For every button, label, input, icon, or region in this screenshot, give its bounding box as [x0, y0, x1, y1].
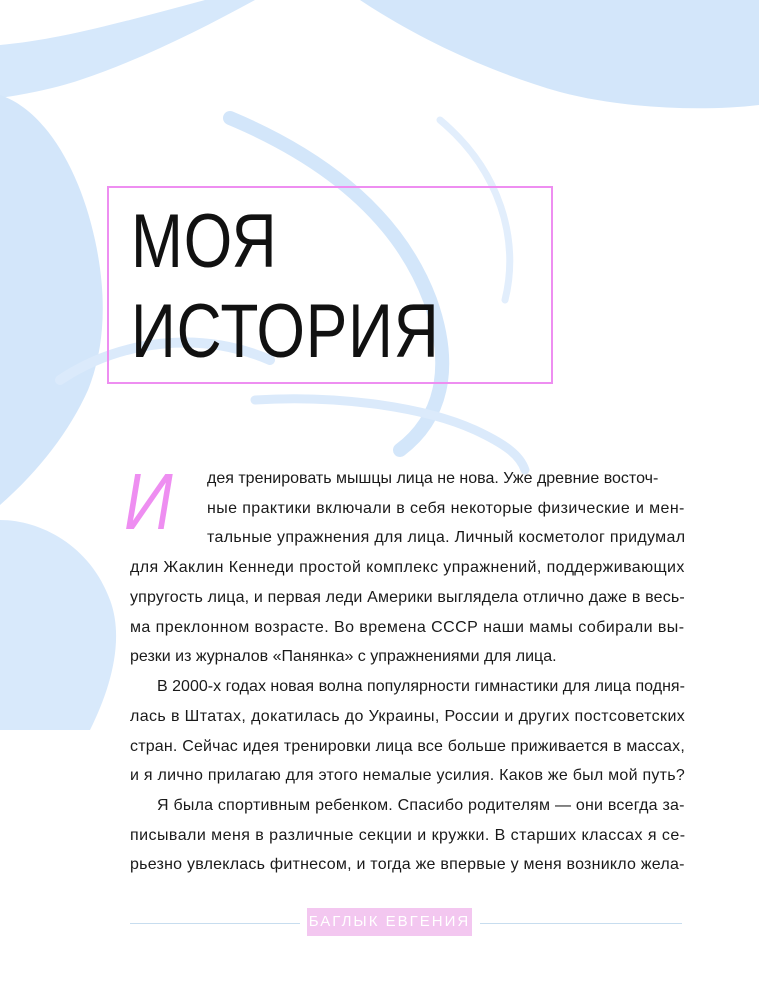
- footer-divider-right: [480, 923, 682, 924]
- text-line: рьезно увлеклась фитнесом, и тогда же впервые у меня возникло жела-: [130, 856, 685, 873]
- text-line: стран. Сейчас идея тренировки лица все больше приживается в массах,: [130, 738, 685, 755]
- text-line: тальные упражнения для лица. Личный косметолог придумал: [207, 529, 686, 546]
- text-line: В 2000-х годах новая волна популярности гимнастики для лица подня-: [157, 678, 685, 695]
- text-line: упругость лица, и первая леди Америки выглядела отлично даже в весь-: [130, 589, 685, 606]
- text-line: лась в Штатах, докатилась до Украины, России и других постсоветских: [130, 708, 686, 725]
- left-lower-stroke: [0, 520, 116, 730]
- text-line: и я лично прилагаю для этого немалые усилия. Каков же был мой путь?: [130, 767, 685, 784]
- text-line: писывали меня в различные секции и кружки. В старших классах я се-: [130, 827, 686, 844]
- left-brush-body: [0, 95, 103, 505]
- curve-stroke-2: [255, 399, 525, 470]
- page-title-line-1: МОЯ: [131, 199, 278, 284]
- footer-author-label: БАГЛЫК ЕВГЕНИЯ: [307, 908, 472, 936]
- title-frame: [107, 186, 553, 384]
- top-right-blob: [360, 0, 759, 108]
- text-line: Я была спортивным ребенком. Спасибо родителям — они всегда за-: [157, 797, 685, 814]
- text-line: ные практики включали в себя некоторые физические и мен-: [207, 500, 685, 517]
- footer-divider-left: [130, 923, 300, 924]
- page-title-line-2: ИСТОРИЯ: [131, 289, 440, 374]
- text-line: для Жаклин Кеннеди простой комплекс упражнений, поддерживающих: [130, 559, 685, 576]
- text-line: ма преклонном возрасте. Во времена СССР наши мамы собирали вы-: [130, 619, 685, 636]
- drop-cap: И: [124, 457, 173, 546]
- text-line: дея тренировать мышцы лица не нова. Уже древние восточ-: [207, 470, 659, 487]
- text-line: резки из журналов «Панянка» с упражнениями для лица.: [130, 648, 557, 665]
- top-left-sweep: [0, 0, 255, 98]
